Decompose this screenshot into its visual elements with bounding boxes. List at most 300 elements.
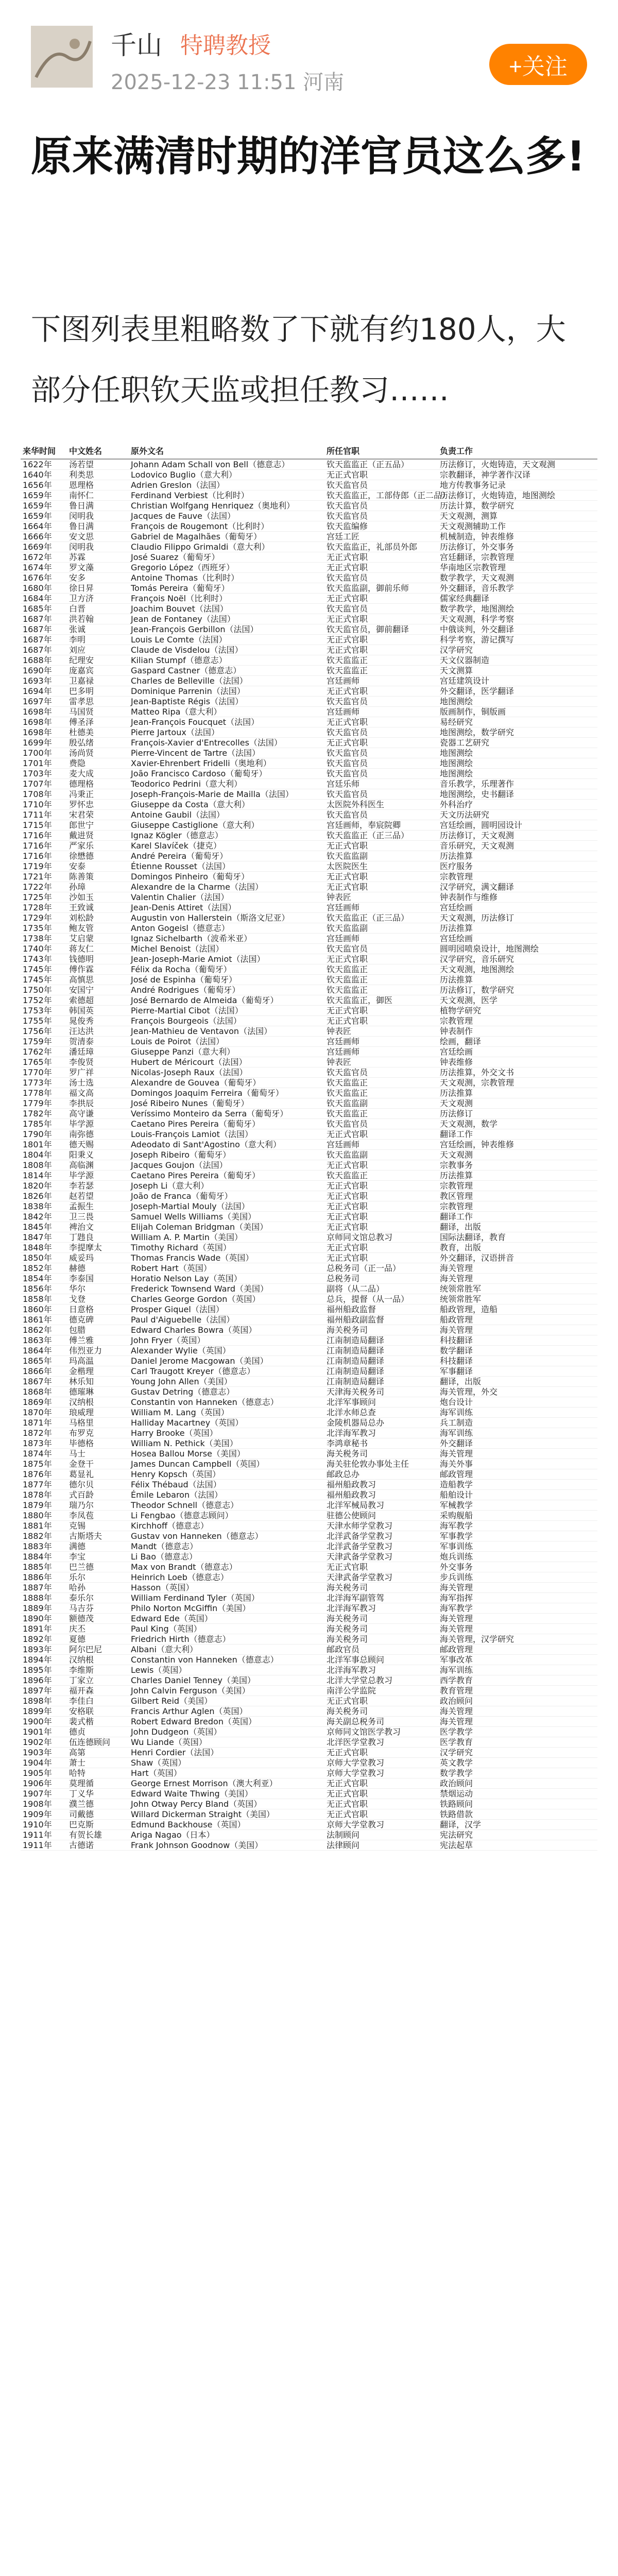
table-cell: 兵工制造 [438,1418,597,1428]
table-row [21,995,597,1006]
table-cell: Christian Wolfgang Henriquez（奥地利） [129,501,324,511]
table-row [21,1078,597,1088]
table-cell: 海关管理 [438,1583,597,1593]
author-avatar[interactable] [31,26,93,88]
table-cell: 郎世宁 [67,820,129,831]
table-cell: 1716年 [21,851,67,861]
table-cell: 宫廷建筑设计 [438,676,597,686]
table-row [21,1016,597,1026]
table-row [21,1572,597,1583]
table-cell: 邮政管理 [438,1469,597,1480]
table-cell: Paul d'Aiguebelle（法国） [129,1315,324,1325]
table-cell: 太医院医生 [324,861,438,872]
table-cell: 无正式官职 [324,1562,438,1572]
table-cell: 李提摩太 [67,1243,129,1253]
table-cell: 宫廷翻译，宗教管理 [438,552,597,563]
table-cell: 德贞 [67,1727,129,1737]
table-cell: William Ferdinand Tyler（英国） [129,1593,324,1603]
table-cell: 宗教管理 [438,872,597,882]
table-cell: 宫廷画师 [324,934,438,944]
table-cell: 钦天监监正（正三品） [324,831,438,841]
table-cell: 宫廷绘画 [438,1047,597,1057]
table-cell: 船舶设计 [438,1490,597,1500]
table-cell: Henri Cordier（法国） [129,1748,324,1758]
table-cell: 克锡 [67,1521,129,1531]
table-row [21,810,597,820]
table-cell: 海关管理 [438,1263,597,1274]
table-cell: 邮政官员 [324,1645,438,1655]
table-cell: Frank Johnson Goodnow（美国） [129,1840,324,1851]
table-cell: 傅作霖 [67,964,129,975]
table-cell: 严家乐 [67,841,129,851]
table-cell: Hart（英国） [129,1768,324,1778]
column-header: 中文姓名 [67,443,129,459]
table-cell: Louis-François Lamiot（法国） [129,1129,324,1140]
table-cell: 1910年 [21,1820,67,1830]
table-cell: 安国宁 [67,985,129,995]
table-cell: 1868年 [21,1387,67,1397]
table-header-row [21,443,597,459]
table-cell: 宗教事务 [438,1160,597,1171]
table-cell: 教区管理 [438,1191,597,1201]
table-cell: 国际法翻译，教育 [438,1232,597,1243]
table-cell: 邮政管理 [438,1645,597,1655]
table-cell: 北洋海军教习 [324,1428,438,1438]
table-cell: 1697年 [21,697,67,707]
table-cell: Halliday Macartney（英国） [129,1418,324,1428]
table-cell: 1875年 [21,1459,67,1469]
table-cell: 裨治文 [67,1222,129,1232]
table-cell: 天文历法研究 [438,810,597,820]
table-cell: 海关管理 [438,1717,597,1727]
table-cell: 1884年 [21,1552,67,1562]
table-cell: 天文观测，科学考察 [438,614,597,624]
table-cell: 外交事务 [438,1562,597,1572]
table-row [21,1284,597,1294]
table-cell: 1735年 [21,923,67,934]
table-row [21,604,597,614]
table-cell: 海关管理 [438,1624,597,1634]
table-cell: 巴兰德 [67,1562,129,1572]
table-cell: François Noël（比利时） [129,594,324,604]
table-cell: 孟振生 [67,1201,129,1212]
table-cell: Étienne Rousset（法国） [129,861,324,872]
table-cell: Henry Kopsch（英国） [129,1469,324,1480]
table-cell: 1885年 [21,1562,67,1572]
table-cell: 采购舰船 [438,1511,597,1521]
table-cell: 汉纳根 [67,1397,129,1408]
table-cell: 海军教学 [438,1521,597,1531]
table-cell: 医疗服务 [438,861,597,872]
table-cell: 外科治疗 [438,800,597,810]
table-cell: 无正式官职 [324,635,438,645]
table-row [21,1614,597,1624]
table-row [21,1511,597,1521]
table-cell: Jean-Baptiste Régis（法国） [129,697,324,707]
table-cell: 纪理安 [67,655,129,666]
table-cell: 1871年 [21,1418,67,1428]
table-cell: 1826年 [21,1191,67,1201]
table-cell: 1872年 [21,1428,67,1438]
table-row [21,789,597,800]
table-cell: 禁烟运动 [438,1789,597,1799]
table-cell: André Rodrigues（葡萄牙） [129,985,324,995]
table-row [21,861,597,872]
table-cell: 金登干 [67,1459,129,1469]
table-cell: 1698年 [21,727,67,738]
table-cell: 1759年 [21,1037,67,1047]
table-cell: 濮兰德 [67,1799,129,1809]
table-row [21,1778,597,1789]
table-cell: 1892年 [21,1634,67,1645]
table-cell: 总税务司 [324,1274,438,1284]
table-cell: 1848年 [21,1243,67,1253]
table-cell: 无正式官职 [324,563,438,573]
table-cell: 宪法研究 [438,1830,597,1840]
table-cell: Charles Daniel Tenney（美国） [129,1675,324,1686]
table-cell: 1687年 [21,614,67,624]
table-cell: John Calvin Ferguson（美国） [129,1686,324,1696]
table-cell: 索德超 [67,995,129,1006]
table-row [21,1809,597,1820]
table-cell: 钟表匠 [324,1057,438,1067]
table-row [21,1346,597,1356]
table-cell: Friedrich Hirth（德意志） [129,1634,324,1645]
table-cell: Jacques Goujon（法国） [129,1160,324,1171]
table-cell: 德天赐 [67,1140,129,1150]
table-cell: 海关管理 [438,1706,597,1717]
table-row [21,1366,597,1377]
table-row [21,1603,597,1614]
table-cell: 1902年 [21,1737,67,1748]
table-cell: Hasson（英国） [129,1583,324,1593]
table-cell: 无正式官职 [324,882,438,892]
table-cell: Matteo Ripa（意大利） [129,707,324,717]
table-cell: 1865年 [21,1356,67,1366]
table-cell: 裴式楷 [67,1717,129,1727]
table-row [21,1830,597,1840]
table-cell: Teodorico Pedrini（意大利） [129,779,324,789]
table-row [21,1624,597,1634]
table-cell: 古德诺 [67,1840,129,1851]
embedded-table-image[interactable] [21,443,597,2576]
table-cell: 1728年 [21,903,67,913]
table-row [21,1232,597,1243]
table-cell: 无正式官职 [324,470,438,480]
table-row [21,459,597,470]
table-row [21,1706,597,1717]
table-cell: 1911年 [21,1830,67,1840]
table-cell: 洪若翰 [67,614,129,624]
table-cell: 张诚 [67,624,129,635]
table-cell: 汉学研究 [438,645,597,655]
author-name[interactable]: 千山 [111,30,162,60]
table-cell: 南怀仁 [67,490,129,501]
table-cell: Jean-François Gerbillon（法国） [129,624,324,635]
table-cell: 1674年 [21,563,67,573]
table-cell: 1765年 [21,1057,67,1067]
table-row [21,1583,597,1593]
table-cell: Timothy Richard（英国） [129,1243,324,1253]
column-header: 所任官职 [324,443,438,459]
table-cell: Domingos Pinheiro（葡萄牙） [129,872,324,882]
table-cell: 1779年 [21,1098,67,1109]
table-cell: 1814年 [21,1171,67,1181]
table-cell: 马士 [67,1449,129,1459]
table-cell: 1790年 [21,1129,67,1140]
table-cell: 1888年 [21,1593,67,1603]
table-cell: Constantin von Hanneken（德意志） [129,1655,324,1665]
table-cell: Robert Edward Bredon（英国） [129,1717,324,1727]
table-cell: 宫廷画师 [324,676,438,686]
table-cell: 数学教学，地图测绘 [438,604,597,614]
table-cell: 乐尔 [67,1572,129,1583]
table-cell: 天文观测，宗教管理 [438,1078,597,1088]
table-row [21,1315,597,1325]
table-cell: 北洋海军教习 [324,1665,438,1675]
table-row [21,1655,597,1665]
table-cell: 安泰 [67,861,129,872]
table-cell: 1669年 [21,542,67,552]
table-cell: 1883年 [21,1541,67,1552]
table-cell: 钦天监官员 [324,748,438,758]
table-cell: 易经研究 [438,717,597,727]
table-cell: 1895年 [21,1665,67,1675]
table-row [21,820,597,831]
table-cell: Horatio Nelson Lay（英国） [129,1274,324,1284]
table-cell: 无正式官职 [324,1778,438,1789]
table-cell: 京师同文馆医学教习 [324,1727,438,1737]
table-cell: 军事教学 [438,1531,597,1541]
table-cell: 1907年 [21,1789,67,1799]
table-row [21,800,597,810]
table-cell: 宫廷绘画 [438,934,597,944]
post-meta: 2025-12-23 11:51 河南 [111,71,345,94]
table-cell: 鲁日满 [67,521,129,532]
table-row [21,1201,597,1212]
table-cell: 教育管理 [438,1686,597,1696]
table-cell: 海军训练 [438,1428,597,1438]
table-cell: John Dudgeon（英国） [129,1727,324,1737]
table-cell: Wu Liande（英国） [129,1737,324,1748]
table-cell: 钦天监监正 [324,1171,438,1181]
table-cell: Edward Waite Thwing（美国） [129,1789,324,1799]
table-cell: 李宝 [67,1552,129,1562]
table-cell: 天文观测 [438,1098,597,1109]
table-row [21,1047,597,1057]
table-cell: 统领常胜军 [438,1284,597,1294]
table-row [21,1480,597,1490]
table-cell: 韩国英 [67,1006,129,1016]
table-cell: 外交翻译，音乐教学 [438,583,597,594]
table-cell: Dominique Parrenin（法国） [129,686,324,697]
table-cell: 杜德美 [67,727,129,738]
table-cell: 1687年 [21,635,67,645]
table-cell: Daniel Jerome Macgowan（美国） [129,1356,324,1366]
table-cell: 1659年 [21,490,67,501]
table-cell: 1659年 [21,501,67,511]
table-cell: 1700年 [21,748,67,758]
table-cell: Ferdinand Verbiest（比利时） [129,490,324,501]
table-row [21,923,597,934]
table-cell: 1773年 [21,1078,67,1088]
table-cell: 无正式官职 [324,686,438,697]
table-row [21,686,597,697]
table-cell: 1755年 [21,1016,67,1026]
table-cell: 1699年 [21,738,67,748]
table-cell: 李明 [67,635,129,645]
table-cell: 闵明我 [67,511,129,521]
table-cell: 钦天监监副 [324,1098,438,1109]
table-cell: 1886年 [21,1572,67,1583]
table-cell: Xavier-Ehrenbert Fridelli（奥地利） [129,758,324,769]
table-cell: Lodovico Buglio（意大利） [129,470,324,480]
table-cell: 李拱辰 [67,1098,129,1109]
table-row [21,1521,597,1531]
table-cell: 北洋大学堂总教习 [324,1675,438,1686]
table-cell: 安格联 [67,1706,129,1717]
table-row [21,1686,597,1696]
post-header [0,0,618,108]
table-cell: 宫廷画师 [324,1037,438,1047]
table-cell: 科技翻译 [438,1356,597,1366]
table-cell: Charles George Gordon（英国） [129,1294,324,1304]
table-cell: Joseph-Martial Mouly（法国） [129,1201,324,1212]
table-cell: 福州船政副监督 [324,1315,438,1325]
table-cell: Gaspard Castner（德意志） [129,666,324,676]
table-cell: 宫廷画师 [324,1047,438,1057]
table-row [21,666,597,676]
table-row [21,1748,597,1758]
table-cell: 钦天监编修 [324,521,438,532]
table-row [21,985,597,995]
table-cell: 无正式官职 [324,1129,438,1140]
table-cell: 步兵训练 [438,1572,597,1583]
table-cell: 海关管理，汉学研究 [438,1634,597,1645]
table-cell: 福文高 [67,1088,129,1098]
table-cell: 地图测绘，史书翻译 [438,789,597,800]
follow-button[interactable]: +关注 [489,44,587,85]
table-cell: 1870年 [21,1408,67,1418]
table-cell: 钦天监官员 [324,604,438,614]
table-cell: Gustav von Hanneken（德意志） [129,1531,324,1541]
table-cell: 金楷理 [67,1366,129,1377]
table-cell: 江南制造局翻译 [324,1377,438,1387]
table-row [21,1140,597,1150]
table-cell: 钦天监官员 [324,758,438,769]
table-row [21,1449,597,1459]
table-row [21,1438,597,1449]
table-cell: Alexandre de Gouvea（葡萄牙） [129,1078,324,1088]
table-row [21,934,597,944]
table-cell: 阿尔巴尼 [67,1645,129,1655]
table-row [21,511,597,521]
table-cell: 安文思 [67,532,129,542]
table-cell: Max von Brandt（德意志） [129,1562,324,1572]
table-cell: 音乐研究，天文观测 [438,841,597,851]
table-cell: 包腊 [67,1325,129,1335]
table-cell: Félix Thébaud（法国） [129,1480,324,1490]
table-cell: 罗怀忠 [67,800,129,810]
table-cell: 1901年 [21,1727,67,1737]
table-cell: 历法修订，外交事务 [438,542,597,552]
table-cell: 宪法起草 [438,1840,597,1851]
table-cell: 音乐教学，乐理著作 [438,779,597,789]
table-cell: 版画制作，铜版画 [438,707,597,717]
table-cell: 1874年 [21,1449,67,1459]
table-cell: 式百龄 [67,1490,129,1500]
table-row [21,1408,597,1418]
table-row [21,1119,597,1129]
table-cell: 1801年 [21,1140,67,1150]
table-cell: 1869年 [21,1397,67,1408]
table-cell: 历法修订，天文观测 [438,831,597,841]
table-cell: 汉纳根 [67,1655,129,1665]
table-cell: 医学教学 [438,1727,597,1737]
table-cell: 1782年 [21,1109,67,1119]
table-cell: 钦天监监正 [324,1088,438,1098]
table-cell: 马吉芬 [67,1603,129,1614]
table-cell: 满德 [67,1541,129,1552]
table-cell: Ignaz Kögler（德意志） [129,831,324,841]
table-cell: Theodor Schnell（德意志） [129,1500,324,1511]
table-cell: 冯秉正 [67,789,129,800]
table-cell: 海关税务司 [324,1325,438,1335]
table-cell: 1698年 [21,717,67,727]
table-cell: 毕德格 [67,1438,129,1449]
table-cell: 艾启蒙 [67,934,129,944]
table-cell: 英文教学 [438,1758,597,1768]
table-cell: 1887年 [21,1583,67,1593]
table-cell: François-Xavier d'Entrecolles（法国） [129,738,324,748]
table-cell: 1838年 [21,1201,67,1212]
table-row [21,1562,597,1572]
table-cell: 闵明我 [67,542,129,552]
table-row [21,1304,597,1315]
table-cell: 1701年 [21,758,67,769]
table-cell: 京师大学堂教习 [324,1820,438,1830]
table-row [21,1645,597,1655]
table-cell: Gregorio López（西班牙） [129,563,324,573]
table-cell: Gustav Detring（德意志） [129,1387,324,1397]
table-cell: Gilbert Reid（美国） [129,1696,324,1706]
table-cell: 钦天监监正 [324,1109,438,1119]
table-cell: 1808年 [21,1160,67,1171]
table-cell: 1708年 [21,789,67,800]
table-cell: 福州船政教习 [324,1480,438,1490]
table-cell: 钟表匠 [324,1026,438,1037]
table-cell: 1864年 [21,1346,67,1356]
table-row [21,1191,597,1201]
table-cell: 海关驻伦敦办事处主任 [324,1459,438,1469]
table-row [21,1696,597,1706]
table-cell: 1909年 [21,1809,67,1820]
table-cell: 瓷器工艺研究 [438,738,597,748]
table-row [21,1243,597,1253]
table-cell: 1750年 [21,985,67,995]
table-cell: 1729年 [21,913,67,923]
table-cell: 毕学源 [67,1171,129,1181]
table-cell: 军事翻译 [438,1366,597,1377]
table-cell: Lewis（英国） [129,1665,324,1675]
table-cell: Ariga Nagao（日本） [129,1830,324,1840]
table-cell: 历法推算，外交文书 [438,1067,597,1078]
table-row [21,1356,597,1366]
table-row [21,1181,597,1191]
table-cell: 泰乐尔 [67,1593,129,1603]
table-cell: 高临渊 [67,1160,129,1171]
table-cell: 外交翻译，医学翻译 [438,686,597,697]
